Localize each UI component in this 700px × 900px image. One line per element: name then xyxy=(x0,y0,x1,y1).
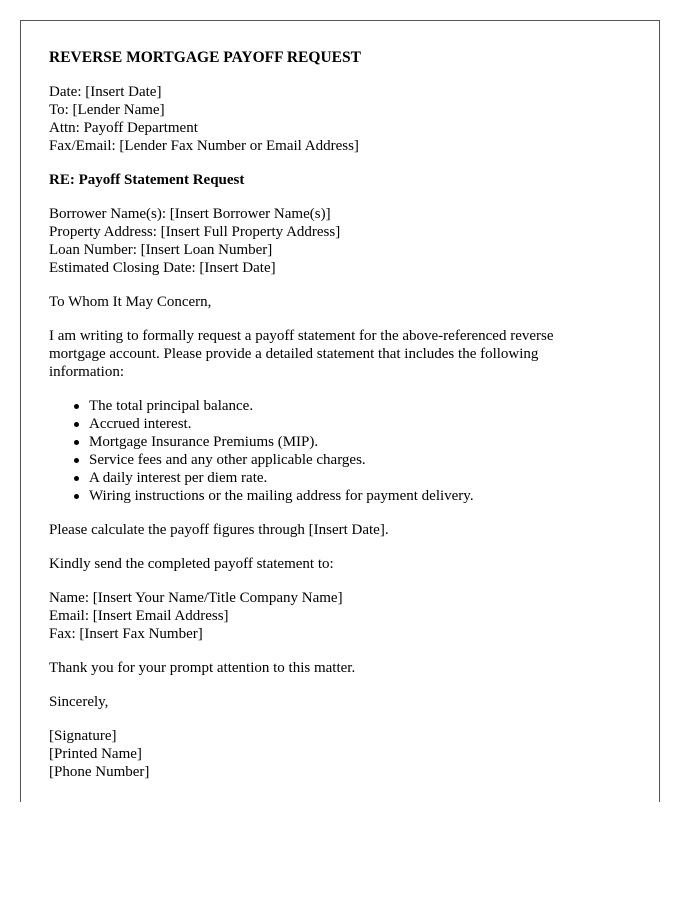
bullet-icon xyxy=(74,440,79,445)
loan-number-line: Loan Number: [Insert Loan Number] xyxy=(49,242,273,258)
bullet-icon xyxy=(74,476,79,481)
list-item-text: The total principal balance. xyxy=(89,398,254,414)
bullet-icon xyxy=(74,404,79,409)
list-item-text: Wiring instructions or the mailing address for payment delivery. xyxy=(89,488,474,504)
salutation: To Whom It May Concern, xyxy=(49,294,212,310)
header-block xyxy=(49,83,629,155)
send-paragraph: Kindly send the completed payoff statement to: xyxy=(49,556,334,572)
intro-line: I am writing to formally request a payoff statement for the above-referenced reverse xyxy=(49,328,554,344)
list-item-text: Mortgage Insurance Premiums (MIP). xyxy=(89,434,319,450)
bullet-icon xyxy=(74,494,79,499)
closing: Sincerely, xyxy=(49,694,109,710)
contact-fax-line: Fax: [Insert Fax Number] xyxy=(49,626,203,642)
date-line: Date: [Insert Date] xyxy=(49,84,162,100)
intro-line: information: xyxy=(49,364,124,380)
list-item xyxy=(89,487,629,505)
signature-line: [Signature] xyxy=(49,728,117,744)
letter-page xyxy=(20,20,660,802)
contact-email-line: Email: [Insert Email Address] xyxy=(49,608,229,624)
borrower-block xyxy=(49,205,629,277)
borrower-name-line: Borrower Name(s): [Insert Borrower Name(s)] xyxy=(49,206,331,222)
re-line: RE: Payoff Statement Request xyxy=(49,172,245,188)
thanks-paragraph: Thank you for your prompt attention to this matter. xyxy=(49,660,356,676)
list-item xyxy=(89,415,629,433)
letter-title: REVERSE MORTGAGE PAYOFF REQUEST xyxy=(49,49,361,66)
closing-date-line: Estimated Closing Date: [Insert Date] xyxy=(49,260,276,276)
list-item-text: Accrued interest. xyxy=(89,416,192,432)
calc-paragraph: Please calculate the payoff figures through [Insert Date]. xyxy=(49,522,389,538)
attn-line: Attn: Payoff Department xyxy=(49,120,198,136)
phone-number-line: [Phone Number] xyxy=(49,764,150,780)
printed-name-line: [Printed Name] xyxy=(49,746,142,762)
requested-items-list xyxy=(49,397,629,505)
bullet-icon xyxy=(74,422,79,427)
intro-line: mortgage account. Please provide a detailed statement that includes the following xyxy=(49,346,539,362)
list-item xyxy=(89,433,629,451)
list-item xyxy=(89,451,629,469)
bullet-icon xyxy=(74,458,79,463)
list-item xyxy=(89,397,629,415)
signature-block xyxy=(49,727,629,781)
letter-content xyxy=(49,49,629,797)
to-line: To: [Lender Name] xyxy=(49,102,165,118)
contact-block xyxy=(49,589,629,643)
list-item-text: A daily interest per diem rate. xyxy=(89,470,268,486)
intro-paragraph xyxy=(49,327,629,381)
contact-name-line: Name: [Insert Your Name/Title Company Name] xyxy=(49,590,343,606)
property-address-line: Property Address: [Insert Full Property Address] xyxy=(49,224,341,240)
list-item xyxy=(89,469,629,487)
list-item-text: Service fees and any other applicable charges. xyxy=(89,452,366,468)
fax-email-line: Fax/Email: [Lender Fax Number or Email Address] xyxy=(49,138,359,154)
